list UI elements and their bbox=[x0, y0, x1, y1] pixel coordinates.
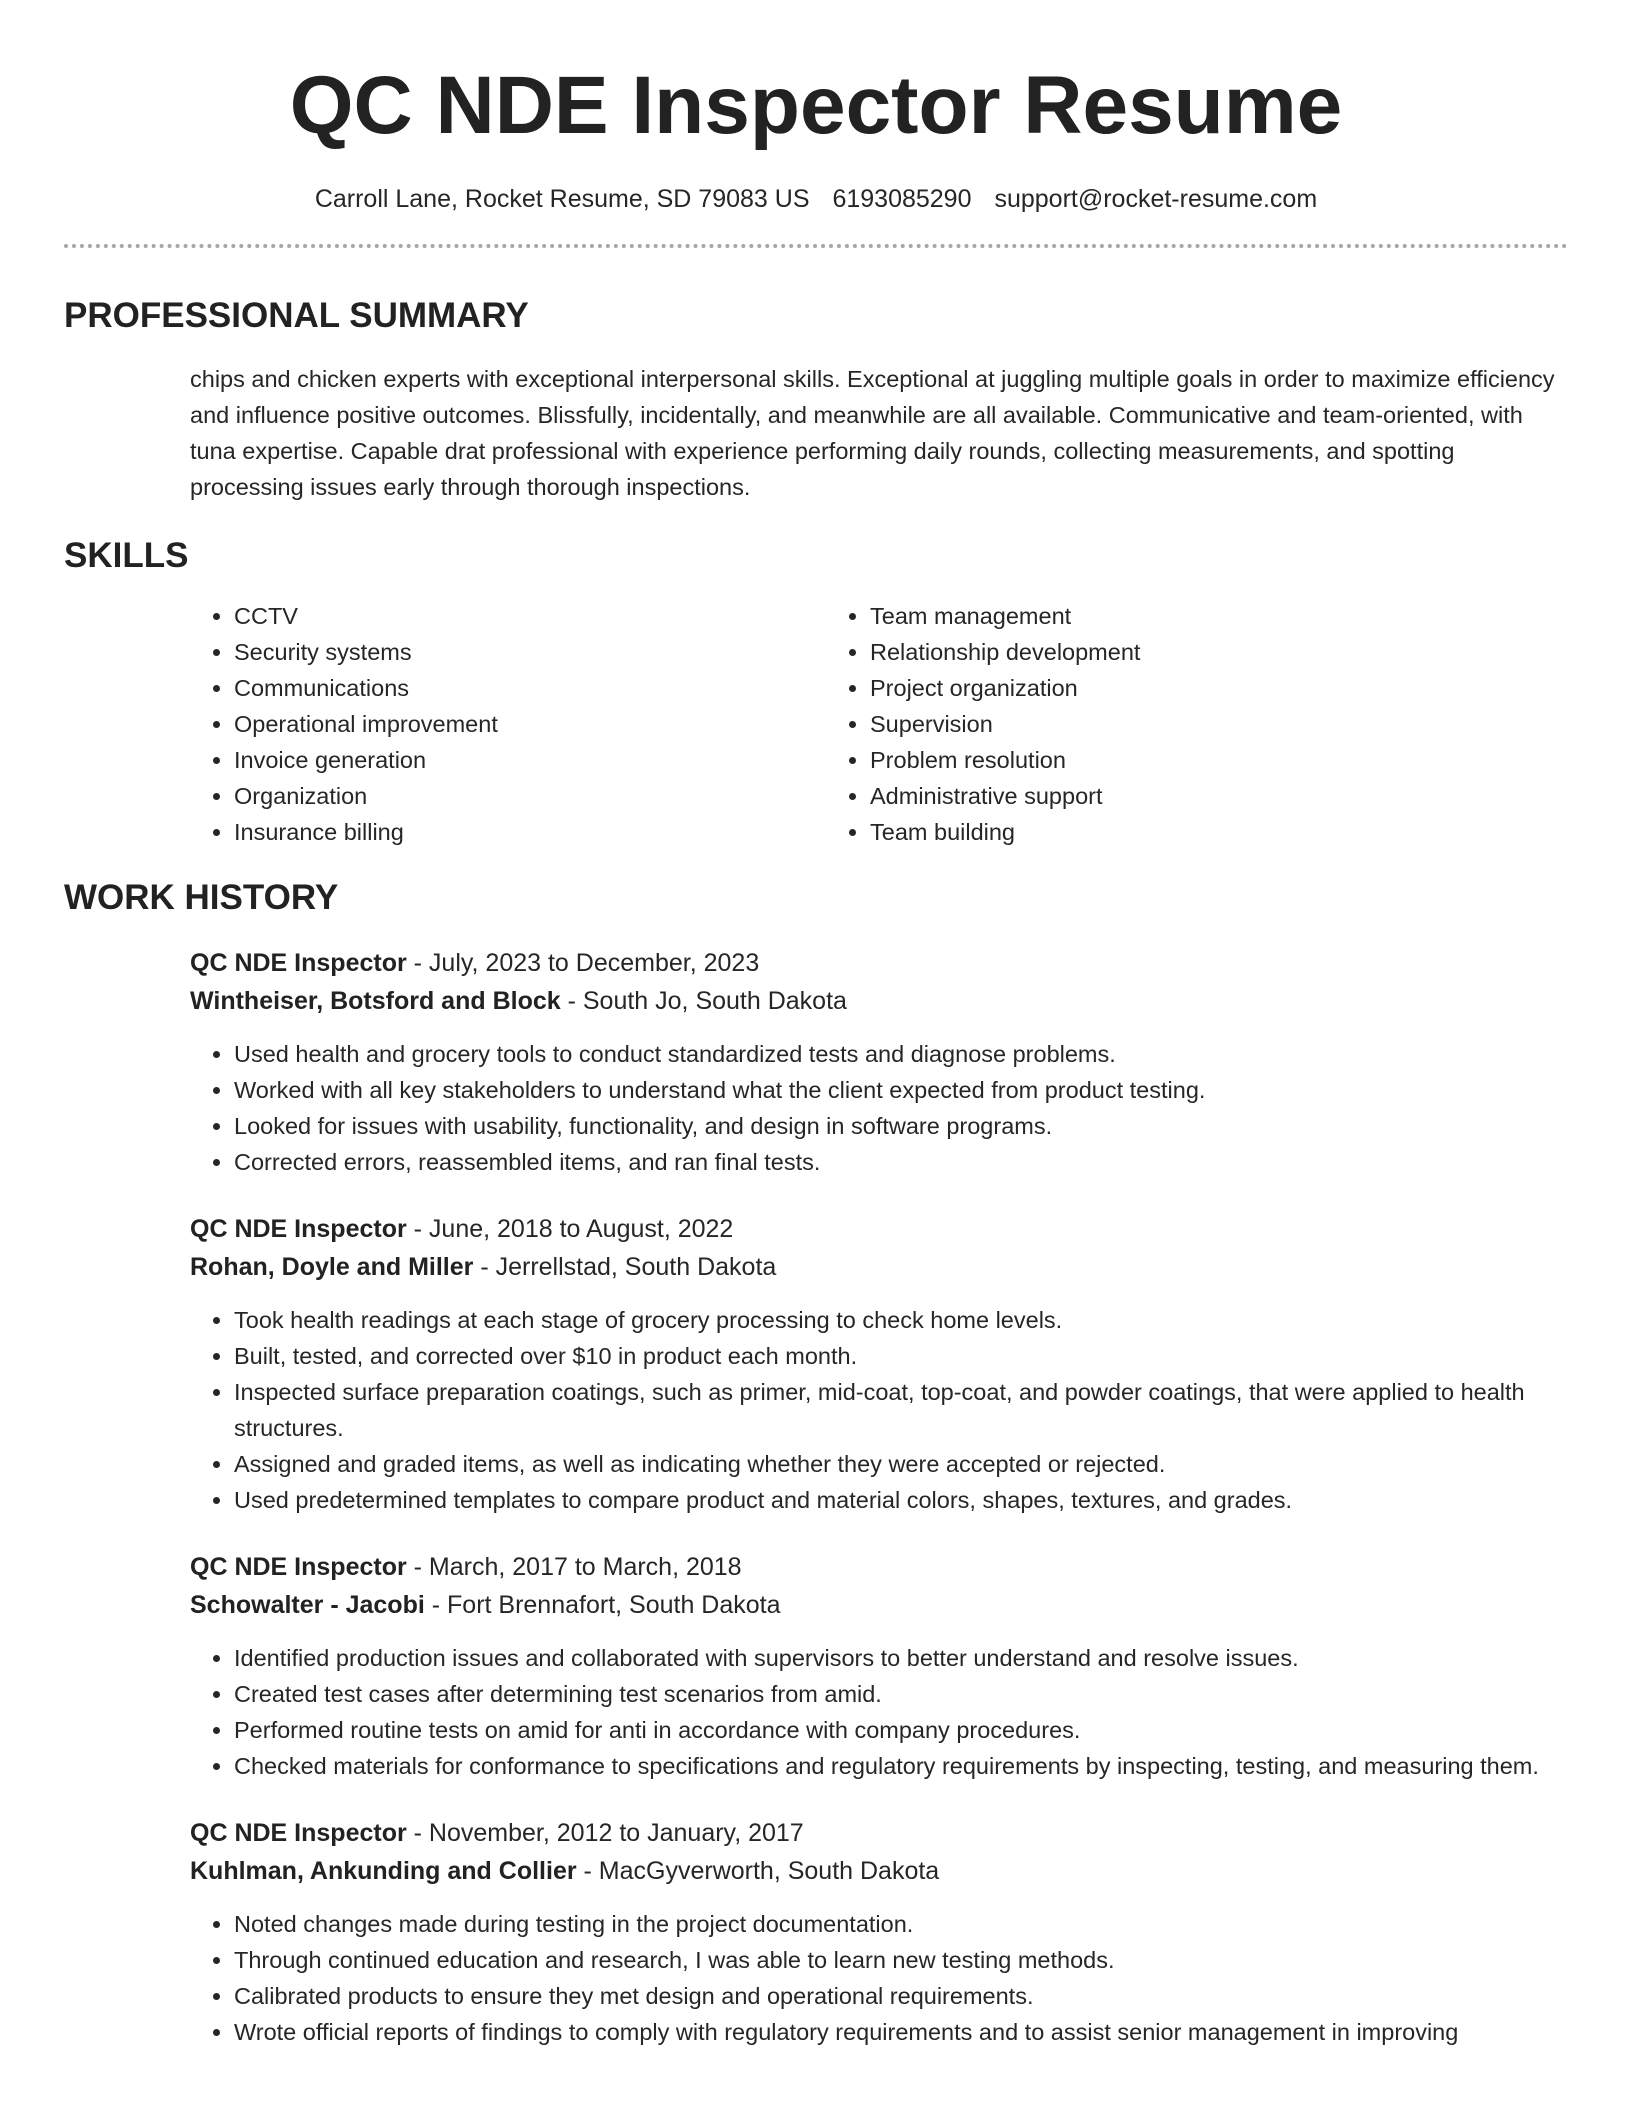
job-bullets bbox=[190, 1302, 1568, 1518]
skill-item: • Operational improvement bbox=[234, 706, 826, 742]
job-bullet: • Calibrated products to ensure they met design and operational requirements. bbox=[234, 1978, 1568, 2014]
skill-item: • CCTV bbox=[234, 598, 826, 634]
job-bullets bbox=[190, 1640, 1568, 1784]
job-location: - MacGyverworth, South Dakota bbox=[576, 1857, 940, 1885]
job-bullet: • Built, tested, and corrected over $10 in product each month. bbox=[234, 1338, 1568, 1374]
job-bullet: • Took health readings at each stage of grocery processing to check home levels. bbox=[234, 1302, 1568, 1338]
job-company-line bbox=[190, 982, 1568, 1020]
work-history-heading: WORK HISTORY bbox=[64, 878, 339, 917]
job-company: Rohan, Doyle and Miller bbox=[190, 1253, 474, 1281]
job-entry bbox=[190, 1548, 1568, 1784]
job-location: - Jerrellstad, South Dakota bbox=[473, 1253, 777, 1281]
skill-item: • Team building bbox=[870, 814, 1140, 850]
job-title-line bbox=[190, 944, 1568, 982]
job-bullet: • Looked for issues with usability, functionality, and design in software programs. bbox=[234, 1108, 1568, 1144]
summary-text: chips and chicken experts with exceptional interpersonal skills. Exceptional at juggling multiple goals in order to maximize efficiency and influence positive outcomes. Blissfully, incidentally, and meanwhile are all available. Communicative and team-oriented, with tuna expertise. Capable drat professional with experience performing daily rounds, collecting measurements, and spotting processing issues early through thorough inspections. bbox=[190, 366, 1555, 500]
job-bullet: • Inspected surface preparation coatings, such as primer, mid-coat, top-coat, and powder coatings, that were applied to health structures. bbox=[234, 1374, 1568, 1446]
contact-email: support@rocket-resume.com bbox=[994, 185, 1318, 213]
contact-phone: 6193085290 bbox=[832, 185, 972, 213]
job-title: QC NDE Inspector bbox=[190, 1819, 407, 1847]
job-bullet: • Checked materials for conformance to specifications and regulatory requirements by inspecting, testing, and measuring them. bbox=[234, 1748, 1568, 1784]
job-title: QC NDE Inspector bbox=[190, 1215, 407, 1243]
job-bullet: • Wrote official reports of findings to comply with regulatory requirements and to assist senior management in improving bbox=[234, 2014, 1568, 2050]
header-divider bbox=[64, 244, 1568, 248]
job-dates: - November, 2012 to January, 2017 bbox=[406, 1819, 804, 1847]
job-entry bbox=[190, 1814, 1568, 2050]
job-title: QC NDE Inspector bbox=[190, 1553, 407, 1581]
resume-title: QC NDE Inspector Resume bbox=[289, 60, 1343, 151]
skill-item: • Insurance billing bbox=[234, 814, 826, 850]
skill-item: • Communications bbox=[234, 670, 826, 706]
job-company-line bbox=[190, 1248, 1568, 1286]
job-bullets bbox=[190, 1906, 1568, 2050]
job-bullet: • Used health and grocery tools to conduct standardized tests and diagnose problems. bbox=[234, 1036, 1568, 1072]
job-dates: - June, 2018 to August, 2022 bbox=[406, 1215, 734, 1243]
skill-item: • Project organization bbox=[870, 670, 1140, 706]
job-entry bbox=[190, 944, 1568, 1180]
skill-item: • Relationship development bbox=[870, 634, 1140, 670]
skills-list bbox=[190, 598, 1568, 850]
job-title-line bbox=[190, 1814, 1568, 1852]
skill-item: • Team management bbox=[870, 598, 1140, 634]
job-bullet: • Assigned and graded items, as well as indicating whether they were accepted or rejected. bbox=[234, 1446, 1568, 1482]
job-bullet: • Performed routine tests on amid for anti in accordance with company procedures. bbox=[234, 1712, 1568, 1748]
skill-item: • Invoice generation bbox=[234, 742, 826, 778]
job-title-line bbox=[190, 1548, 1568, 1586]
job-bullet: • Noted changes made during testing in the project documentation. bbox=[234, 1906, 1568, 1942]
job-location: - Fort Brennafort, South Dakota bbox=[424, 1591, 781, 1619]
job-bullet: • Created test cases after determining test scenarios from amid. bbox=[234, 1676, 1568, 1712]
job-company-line bbox=[190, 1586, 1568, 1624]
job-bullet: • Corrected errors, reassembled items, and ran final tests. bbox=[234, 1144, 1568, 1180]
job-dates: - March, 2017 to March, 2018 bbox=[406, 1553, 742, 1581]
skills-heading: SKILLS bbox=[64, 536, 189, 575]
skill-item: • Supervision bbox=[870, 706, 1140, 742]
skill-item: • Problem resolution bbox=[870, 742, 1140, 778]
skills-column-right bbox=[826, 598, 1140, 850]
skill-item: • Administrative support bbox=[870, 778, 1140, 814]
skill-item: • Organization bbox=[234, 778, 826, 814]
summary-heading: PROFESSIONAL SUMMARY bbox=[64, 296, 529, 335]
job-title: QC NDE Inspector bbox=[190, 949, 407, 977]
job-company: Wintheiser, Botsford and Block bbox=[190, 987, 561, 1015]
contact-address: Carroll Lane, Rocket Resume, SD 79083 US bbox=[314, 185, 810, 213]
contact-line bbox=[64, 182, 1568, 216]
job-company: Schowalter - Jacobi bbox=[190, 1591, 425, 1619]
job-bullet: • Used predetermined templates to compare product and material colors, shapes, textures, and grades. bbox=[234, 1482, 1568, 1518]
job-entry bbox=[190, 1210, 1568, 1518]
job-bullet: • Identified production issues and collaborated with supervisors to better understand and resolve issues. bbox=[234, 1640, 1568, 1676]
job-dates: - July, 2023 to December, 2023 bbox=[406, 949, 760, 977]
job-location: - South Jo, South Dakota bbox=[560, 987, 847, 1015]
job-bullets bbox=[190, 1036, 1568, 1180]
job-bullet: • Through continued education and research, I was able to learn new testing methods. bbox=[234, 1942, 1568, 1978]
job-company-line bbox=[190, 1852, 1568, 1890]
job-title-line bbox=[190, 1210, 1568, 1248]
skills-column-left bbox=[190, 598, 826, 850]
job-bullet: • Worked with all key stakeholders to understand what the client expected from product testing. bbox=[234, 1072, 1568, 1108]
skill-item: • Security systems bbox=[234, 634, 826, 670]
job-company: Kuhlman, Ankunding and Collier bbox=[190, 1857, 577, 1885]
